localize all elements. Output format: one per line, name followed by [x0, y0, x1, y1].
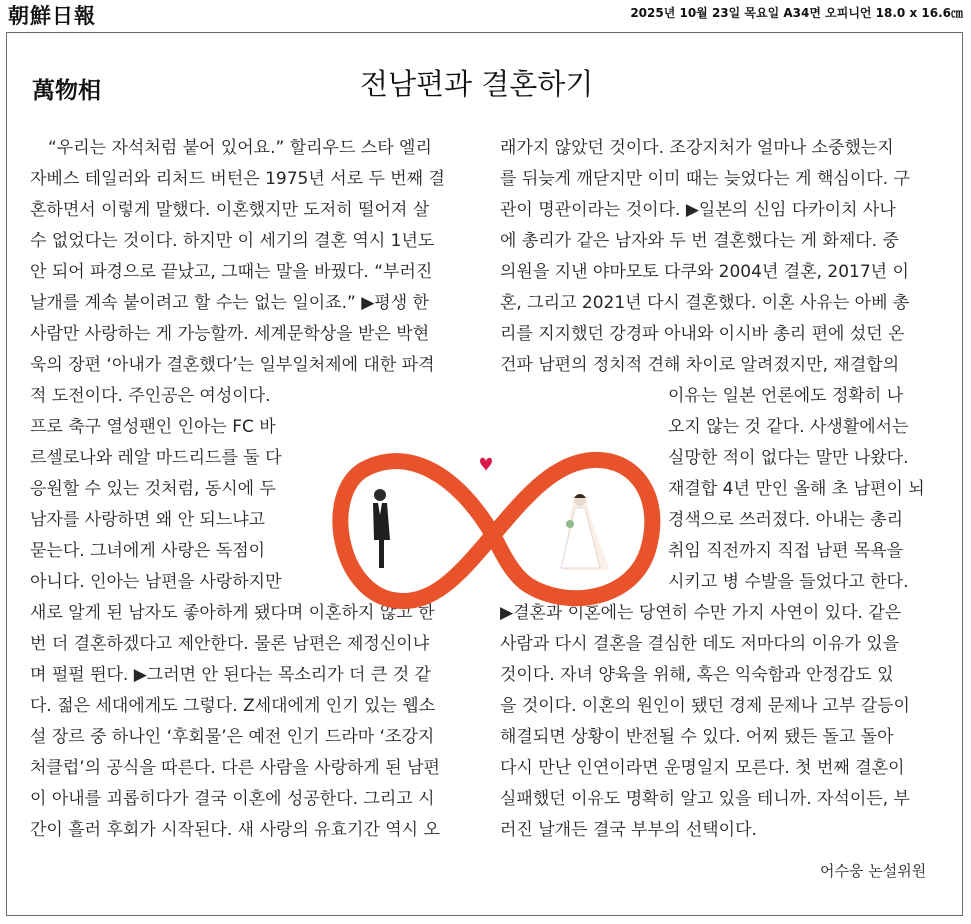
text-line: 재결합 4년 만인 올해 초 남편이 뇌 [668, 479, 925, 499]
text-line: 묻는다. 그녀에게 사랑은 독점이 [30, 541, 266, 561]
text-line: 사람만 사랑하는 게 가능할까. 세계문학상을 받은 박현 [30, 324, 430, 344]
text-line: 이 아내를 괴롭히다가 결국 이혼에 성공한다. 그리고 시 [30, 789, 435, 809]
text-line: 러진 날개든 결국 부부의 선택이다. [500, 820, 757, 840]
text-line: 건파 남편의 정치적 견해 차이로 알려졌지만, 재결합의 [500, 355, 900, 375]
text-line: 래가지 않았던 것이다. 조강지처가 얼마나 소중했는지 [500, 138, 894, 158]
text-line: ▶결혼과 이혼에는 당연히 수만 가지 사연이 있다. 같은 [500, 603, 902, 623]
text-line: 실망한 적이 없다는 말만 나왔다. [668, 448, 909, 468]
text-line: 이유는 일본 언론에도 정확히 나 [668, 386, 904, 406]
headline: 전남편과 결혼하기 [360, 67, 594, 101]
text-line: 해결되면 상황이 반전될 수 있다. 어찌 됐든 돌고 돌아 [500, 727, 894, 747]
text-line: 안 되어 파경으로 끝났고, 그때는 말을 바꿨다. “부러진 [30, 262, 433, 282]
text-line: 리를 지지했던 강경파 아내와 이시바 총리 편에 섰던 온 [500, 324, 905, 344]
text-line: 며 펄펄 뛴다. ▶그러면 안 된다는 목소리가 더 큰 것 같 [30, 665, 431, 685]
text-line: 새로 알게 된 남자도 좋아하게 됐다며 이혼하지 않고 한 [30, 603, 435, 623]
text-line: 남자를 사랑하면 왜 안 되느냐고 [30, 510, 266, 530]
text-line: 을 것이다. 이혼의 원인이 됐던 경제 문제나 고부 갈등이 [500, 696, 910, 716]
text-line: 것이다. 자녀 양육을 위해, 혹은 익숙함과 안정감도 있 [500, 665, 894, 685]
text-line: 를 뒤늦게 깨닫지만 이미 때는 늦었다는 게 핵심이다. 구 [500, 169, 910, 189]
text-line: 에 총리가 같은 남자와 두 번 결혼했다는 게 화제다. 중 [500, 231, 899, 251]
text-line: 욱의 장편 ‘아내가 결혼했다’는 일부일처제에 대한 파격 [30, 355, 435, 375]
text-line: 자베스 테일러와 리처드 버턴은 1975년 서로 두 번째 결 [30, 169, 445, 189]
text-line: 취임 직전까지 직접 남편 목욕을 [668, 541, 904, 561]
text-line: 혼, 그리고 2021년 다시 결혼했다. 이혼 사유는 아베 총 [500, 293, 910, 313]
text-line: 날개를 계속 붙이려고 할 수는 없는 일이죠.” ▶평생 한 [30, 293, 429, 313]
column-name: 萬物相 [32, 77, 101, 104]
text-line: 다. 젊은 세대에게도 그렇다. Z세대에게 인기 있는 웹소 [30, 696, 436, 716]
heart-icon [480, 458, 492, 471]
text-line: 실패했던 이유도 명확히 알고 있을 테니까. 자석이든, 부 [500, 789, 910, 809]
text-line: 프로 축구 열성팬인 인아는 FC 바 [30, 417, 276, 437]
infinity-ribbon-illustration [318, 440, 668, 620]
text-line: 르셀로나와 레알 마드리드를 둘 다 [30, 448, 282, 468]
newspaper-masthead: 朝鮮日報 [8, 3, 96, 28]
text-line: 처클럽’의 공식을 따른다. 다른 사람을 사랑하게 된 남편 [30, 758, 440, 778]
text-line: 응원할 수 있는 것처럼, 동시에 두 [30, 479, 276, 499]
edition-info: 2025년 10월 23일 목요일 A34면 오피니언 18.0 x 16.6㎝ [630, 6, 963, 20]
text-line: 경색으로 쓰러졌다. 아내는 총리 [668, 510, 904, 530]
text-line: 혼하면서 이렇게 말했다. 이혼했지만 도저히 떨어져 살 [30, 200, 430, 220]
text-line: 수 없었다는 것이다. 하지만 이 세기의 결혼 역시 1년도 [30, 231, 435, 251]
text-line: 관이 명관이라는 것이다. ▶일본의 신임 다카이치 사나 [500, 200, 896, 220]
byline: 어수웅 논설위원 [820, 862, 927, 880]
text-line: 오지 않는 것 같다. 사생활에서는 [668, 417, 909, 437]
bride-figure [561, 494, 610, 570]
text-line: 다시 만난 인연이라면 운명일지 모른다. 첫 번째 결혼이 [500, 758, 905, 778]
text-line: 간이 흘러 후회가 시작된다. 새 사랑의 유효기간 역시 오 [30, 820, 440, 840]
text-line: “우리는 자석처럼 붙어 있어요.” 할리우드 스타 엘리 [48, 138, 432, 158]
text-line: 의원을 지낸 야마모토 다쿠와 2004년 결혼, 2017년 이 [500, 262, 909, 282]
text-line: 설 장르 중 하나인 ‘후회물’은 예전 인기 드라마 ‘조강지 [30, 727, 435, 747]
groom-figure [373, 489, 390, 568]
text-line: 시키고 병 수발을 들었다고 한다. [668, 572, 909, 592]
text-line: 사람과 다시 결혼을 결심한 데도 저마다의 이유가 있을 [500, 634, 900, 654]
text-line: 적 도전이다. 주인공은 여성이다. [30, 386, 271, 406]
text-line: 번 더 결혼하겠다고 제안한다. 물론 남편은 제정신이냐 [30, 634, 430, 654]
text-line: 아니다. 인아는 남편을 사랑하지만 [30, 572, 282, 592]
